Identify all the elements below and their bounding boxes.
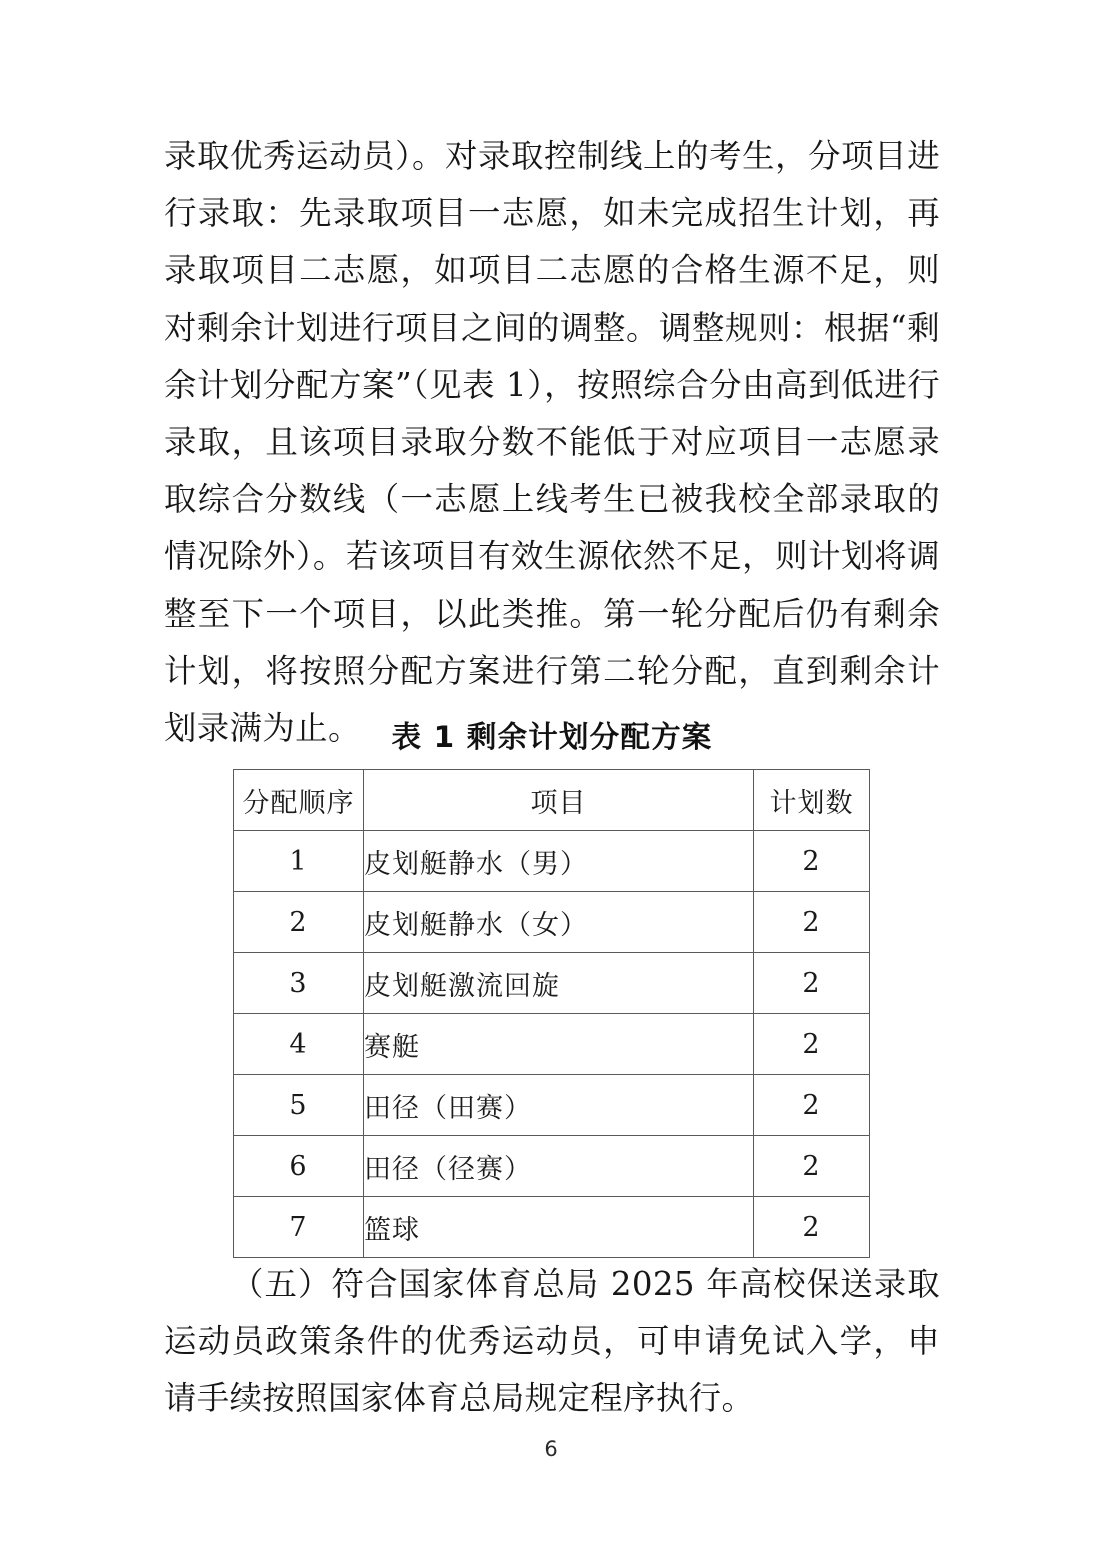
cell-order: 6 (234, 1136, 364, 1197)
cell-order: 1 (234, 831, 364, 892)
cell-count: 2 (754, 892, 870, 953)
cell-order: 2 (234, 892, 364, 953)
table-row (234, 1197, 870, 1258)
cell-event: 皮划艇激流回旋 (364, 953, 754, 1014)
body-text-block (164, 128, 940, 757)
remaining-plan-table-wrapper (233, 769, 869, 1258)
page-number: 6 (544, 1437, 558, 1461)
cell-event: 田径（径赛） (364, 1136, 754, 1197)
table-row (234, 1014, 870, 1075)
cell-order: 4 (234, 1014, 364, 1075)
paragraph-admission-rules: 录取优秀运动员）。对录取控制线上的考生，分项目进行录取：先录取项目一志愿，如未完成招生计划，再录取项目二志愿，如项目二志愿的合格生源不足，则对剩余计划进行项目之间的调整。调整规则：根据“剩余计划分配方案”（见表 1），按照综合分由高到低进行录取，且该项目录取分数不能低于对应项目一志愿录取综合分数线（一志愿上线考生已被我校全部录取的情况除外）。若该项目有效生源依然不足，则计划将调整至下一个项目，以此类推。第一轮分配后仍有剩余计划，将按照分配方案进行第二轮分配，直到剩余计划录满为止。 (164, 137, 940, 748)
cell-count: 2 (754, 1014, 870, 1075)
paragraph-exemption-policy: （五）符合国家体育总局 2025 年高校保送录取运动员政策条件的优秀运动员，可申请免试入学，申请手续按照国家体育总局规定程序执行。 (164, 1265, 940, 1418)
cell-count: 2 (754, 1136, 870, 1197)
column-header-event: 项目 (364, 770, 754, 831)
table-caption: 表 1 剩余计划分配方案 (391, 720, 713, 754)
table-row (234, 953, 870, 1014)
table-row (234, 831, 870, 892)
cell-event: 田径（田赛） (364, 1075, 754, 1136)
cell-count: 2 (754, 1075, 870, 1136)
table-row (234, 1136, 870, 1197)
cell-count: 2 (754, 953, 870, 1014)
table-header-row (234, 770, 870, 831)
cell-order: 5 (234, 1075, 364, 1136)
cell-count: 2 (754, 1197, 870, 1258)
cell-order: 7 (234, 1197, 364, 1258)
cell-count: 2 (754, 831, 870, 892)
remaining-plan-table (233, 769, 870, 1258)
cell-event: 皮划艇静水（女） (364, 892, 754, 953)
table-row (234, 892, 870, 953)
table-row (234, 1075, 870, 1136)
column-header-order: 分配顺序 (234, 770, 364, 831)
closing-text-block (164, 1256, 940, 1428)
cell-order: 3 (234, 953, 364, 1014)
cell-event: 皮划艇静水（男） (364, 831, 754, 892)
cell-event: 赛艇 (364, 1014, 754, 1075)
cell-event: 篮球 (364, 1197, 754, 1258)
column-header-count: 计划数 (754, 770, 870, 831)
